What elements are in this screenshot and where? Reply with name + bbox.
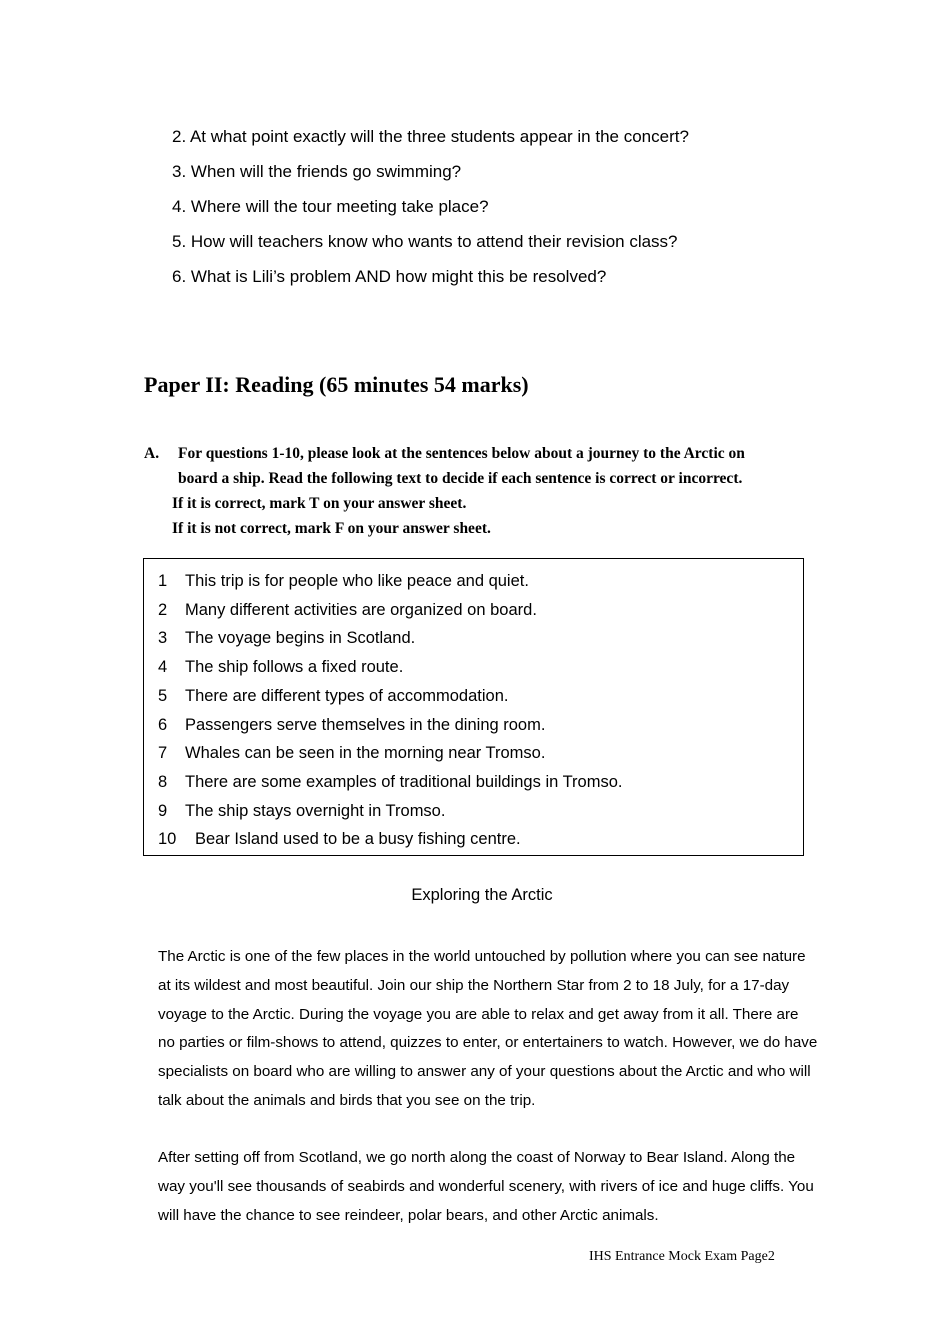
statement-number: 6 (158, 716, 168, 734)
statement-number: 5 (158, 687, 168, 705)
statement-text: There are some examples of traditional buildings in Tromso. (185, 773, 623, 791)
statements-box (143, 558, 804, 856)
statement-item (158, 800, 445, 822)
section-label: A. (144, 445, 160, 462)
listening-question: 4. Where will the tour meeting take place? (172, 197, 489, 216)
statement-item (158, 599, 537, 621)
statement-text: Passengers serve themselves in the dining room. (185, 716, 546, 734)
statement-text: The voyage begins in Scotland. (185, 629, 416, 647)
statement-number: 2 (158, 601, 168, 619)
listening-question: 2. At what point exactly will the three students appear in the concert? (172, 127, 689, 146)
statement-number: 3 (158, 629, 168, 647)
statement-text: Many different activities are organized on board. (185, 601, 537, 619)
statement-number: 10 (158, 830, 177, 848)
listening-question: 6. What is Lili’s problem AND how might this be resolved? (172, 267, 607, 286)
listening-question: 5. How will teachers know who wants to attend their revision class? (172, 232, 678, 251)
reading-text-title: Exploring the Arctic (411, 886, 553, 904)
statement-number: 8 (158, 773, 168, 791)
reading-paragraph: After setting off from Scotland, we go north along the coast of Norway to Bear Island. Along the way you'll see thousands of seabirds and wonderful scenery, with rivers of ice and huge cliffs. You will have the chance to see reindeer, polar bears, and other Arctic animals. (158, 1149, 814, 1224)
instruction-line: For questions 1-10, please look at the sentences below about a journey to the Arctic on (178, 445, 745, 462)
statement-item (158, 828, 521, 850)
statement-text: Bear Island used to be a busy fishing centre. (195, 830, 521, 848)
statement-item (158, 714, 545, 736)
statement-item (158, 656, 403, 678)
statement-text: The ship follows a fixed route. (185, 658, 404, 676)
statement-number: 1 (158, 572, 168, 590)
reading-paragraph: The Arctic is one of the few places in the world untouched by pollution where you can see nature at its wildest and most beautiful. Join our ship the Northern Star from 2 to 18 July, for a 17-day voyage to the Arctic. During the voyage you are able to relax and get away from it all. There are no parties or film-shows to attend, quizzes to enter, or entertainers to watch. However, we do have specialists on board who are willing to answer any of your questions about the Arctic and who will talk about the animals and birds that you see on the trip. (158, 948, 818, 1109)
listening-question-list (172, 126, 689, 301)
page-footer: IHS Entrance Mock Exam Page2 (589, 1249, 775, 1264)
statement-number: 7 (158, 744, 168, 762)
statement-text: Whales can be seen in the morning near Tromso. (185, 744, 546, 762)
paper-title: Paper II: Reading (65 minutes 54 marks) (144, 372, 529, 397)
instruction-line: board a ship. Read the following text to decide if each sentence is correct or incorrect. (178, 470, 743, 487)
statement-text: The ship stays overnight in Tromso. (185, 802, 446, 820)
listening-question: 3. When will the friends go swimming? (172, 162, 462, 181)
statement-item (158, 685, 508, 707)
statement-item (158, 771, 622, 793)
statement-item (158, 627, 415, 649)
statement-item (158, 570, 529, 592)
instruction-line: If it is not correct, mark F on your answer sheet. (172, 520, 491, 537)
instruction-line: If it is correct, mark T on your answer sheet. (172, 495, 467, 512)
statement-text: This trip is for people who like peace and quiet. (185, 572, 529, 590)
statement-item (158, 742, 545, 764)
statement-number: 4 (158, 658, 168, 676)
statement-number: 9 (158, 802, 168, 820)
statement-text: There are different types of accommodation. (185, 687, 509, 705)
